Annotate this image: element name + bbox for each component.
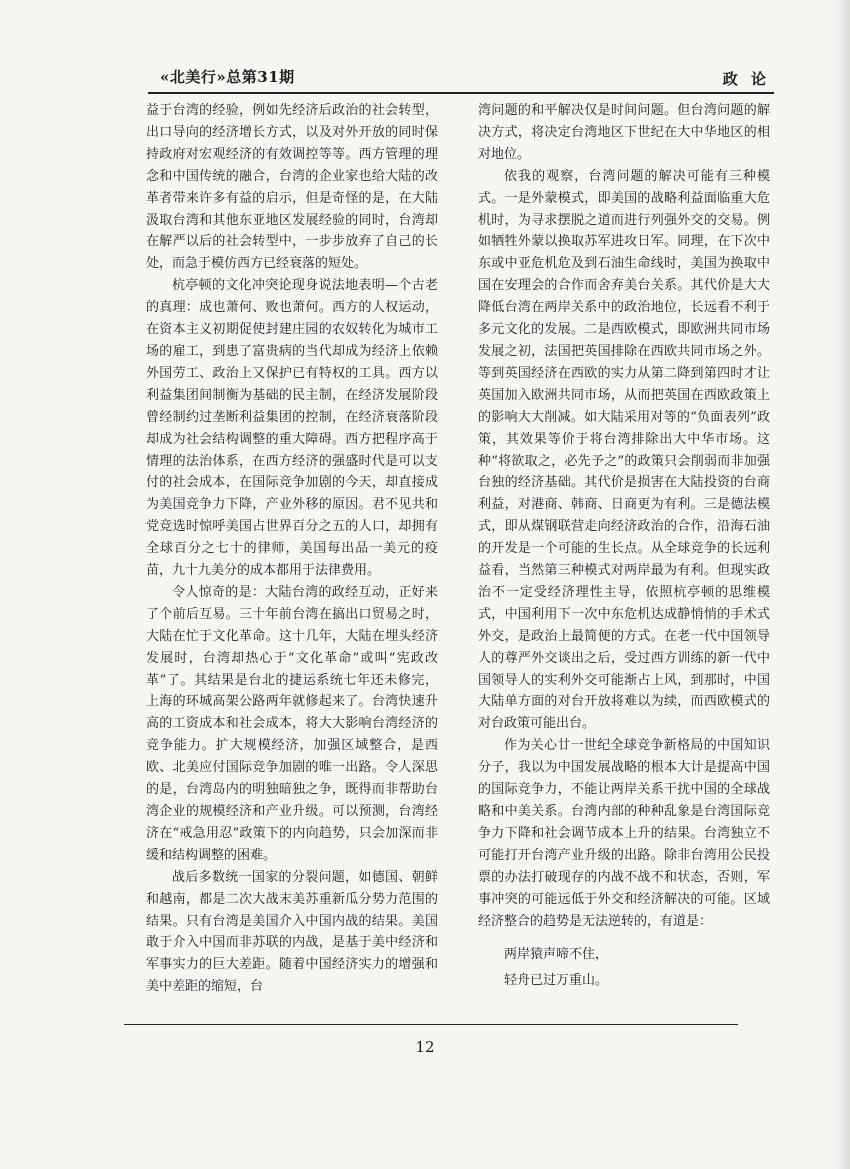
right-column xyxy=(478,100,770,994)
poem-line-2: 轻舟已过万重山。 xyxy=(504,973,609,989)
left-column xyxy=(146,100,438,998)
right-paragraph-2: 依我的观察，台湾问题的解决可能有三种模式。一是外蒙模式，即美国的战略利益面临重大危机时，为寻求摆脱之道而进行列强外交的交易。例如牺牲外蒙以换取苏军进攻日军。同理，在下次中东或中亚危机危及到石油生命线时，美国为换取中国在安理会的合作而舍弃美台关系。其代价是大大降低台湾在两岸关系中的政治地位，长远看不利于多元文化的发展。二是西欧模式，即欧洲共同市场发展之初，法国把英国排除在西欧共同市场之外。等到英国经济在西欧的实力从第二降到第四时才让英国加入欧洲共同市场，从而把英国在西欧政策上的影响大大削减。如大陆采用对等的“负面表列”政策，其效果等价于将台湾排除出大中华市场。这种“将欲取之，必先予之”的政策只会削弱而非加强台独的经济基础。其代价是损害在大陆投资的台商利益，对港商、韩商、日商更为有利。三是德法模式，即从煤钢联营走向经济政治的合作，沿海石油的开发是一个可能的生长点。从全球竞争的长远利益看，当然第三种模式对两岸最为有利。但现实政治不一定受经济理性主导，依照杭亭顿的思维模式，中国利用下一次中东危机达成静悄悄的手术式外交，是政治上最简便的方式。在老一代中国领导人的尊严外交谈出之后，受过西方训练的新一代中国领导人的实利外交可能渐占上风，到那时，中国大陆单方面的对台开放将难以为续，而西欧模式的对台政策可能出台。 xyxy=(478,168,770,732)
left-paragraph-2: 杭亭顿的文化冲突论现身说法地表明—个古老的真理：成也萧何、败也萧何。西方的人权运动，在资本主义初期促使封建庄园的农奴转化为城市工场的雇工，到患了富贵病的当代却成为经济上依赖外国劳工、政治上又保护已有特权的工具。西方以利益集团间制衡为基础的民主制，在经济发展阶段曾经制约过垄断利益集团的控制，在经济衰落阶段却成为社会结构调整的重大障碍。西方把程序高于情理的法治体系，在西方经济的强盛时代是可以支付的社会成本，在国际竞争加剧的今天，却直接成为美国竞争力下降，产业外移的原因。君不见共和党竞选时惊呼美国占世界百分之五的人口，却拥有全球百分之七十的律师，美国每出品一美元的疫苗，九十九美分的成本都用于法律费用。 xyxy=(146,278,438,579)
page-header xyxy=(160,66,770,94)
poem-line-1: 两岸猿声啼不住， xyxy=(504,947,609,963)
page-number: 12 xyxy=(415,1038,435,1056)
section-title: 政 论 xyxy=(722,70,770,88)
right-paragraph-3: 作为关心廿一世纪全球竞争新格局的中国知识分子，我以为中国发展战略的根本大计是提高中国的国际竞争力，不能让两岸关系干扰中国的全球战略和中美关系。台湾内部的种种乱象是台湾国际竞争力下降和社会调节成本上升的结果。台湾独立不可能打开台湾产业升级的出路。除非台湾用公民投票的办法打破现存的内战不战不和状态，否则，军事冲突的可能远低于外交和经济解决的可能。区域经济整合的趋势是无法逆转的，有道是： xyxy=(478,738,770,929)
publication-title: «北美行»总第31期 xyxy=(160,68,295,86)
footer-rule xyxy=(124,1024,738,1025)
header-rule xyxy=(148,92,774,94)
left-paragraph-4: 战后多数统一国家的分裂问题，如德国、朝鲜和越南，都是二次大战末美苏重新瓜分势力范围的结果。只有台湾是美国介入中国内战的结果。美国敢于介入中国而非苏联的内战，是基于美中经济和军事实力的巨大差距。随着中国经济实力的增强和美中差距的缩短，台 xyxy=(146,869,438,995)
page-edge-shadow xyxy=(836,0,850,1169)
closing-poem xyxy=(478,942,770,994)
right-paragraph-1: 湾问题的和平解决仅是时间问题。但台湾问题的解决方式，将决定台湾地区下世纪在大中华地区的相对地位。 xyxy=(478,103,770,162)
left-paragraph-3: 令人惊奇的是：大陆台湾的政经互动，正好来了个前后互易。三十年前台湾在搞出口贸易之时，大陆在忙于文化革命。这十几年，大陆在埋头经济发展时，台湾却热心于“文化革命”或叫“宪政改革”了。其结果是台北的捷运系统七年还未修完，上海的环城高架公路两年就修起来了。台湾快速升高的工资成本和社会成本，将大大影响台湾经济的竞争能力。扩大规模经济，加强区域整合，是西欧、北美应付国际竞争加剧的唯一出路。令人深思的是，台湾岛内的明独暗独之争，既得而非帮助台湾企业的规模经济和产业升级。可以预测，台湾经济在“戒急用忍”政策下的内向趋势，只会加深而非缓和结构调整的困难。 xyxy=(146,584,438,863)
left-paragraph-1: 益于台湾的经验，例如先经济后政治的社会转型，出口导向的经济增长方式，以及对外开放的同时保持政府对宏观经济的有效调控等等。西方管理的理念和中国传统的融合，台湾的企业家也给大陆的改革者带来许多有益的启示，但是奇怪的是，在大陆汲取台湾和其他东亚地区发展经验的同时，台湾却在解严以后的社会转型中，一步步放弃了自己的长处，而急于模仿西方已经衰落的短处。 xyxy=(146,103,438,272)
